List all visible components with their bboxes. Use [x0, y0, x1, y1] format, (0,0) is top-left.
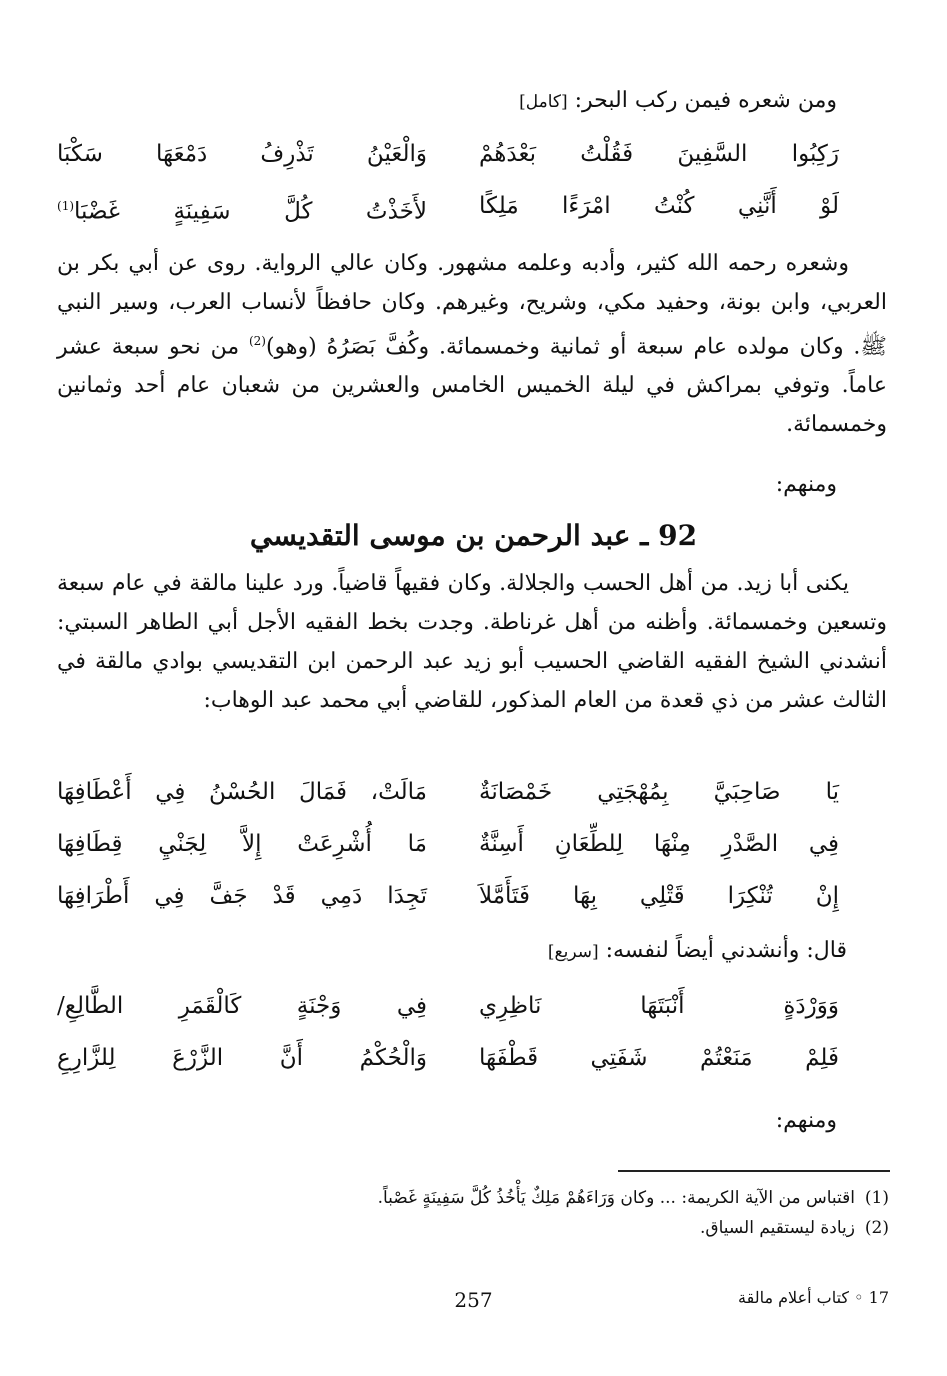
verse-second-hemistich [57, 184, 427, 234]
verse-second-hemistich: فِي وَجْنَةٍ كَالْقَمَرِ الطَّالِعِ/ [57, 993, 427, 1019]
poem-intro-2 [548, 936, 847, 967]
poem-sea [52, 132, 847, 236]
verse-first-hemistich: فِي الصَّدْرِ مِنْهَا لِلطِّعَانِ أَسِنَّةٌ [479, 831, 839, 857]
footnote-ref-1: (1) [57, 199, 75, 213]
footnote-number: (1) [864, 1188, 889, 1208]
biography-text-2: من نحو سبعة عشر عاماً. وتوفي بمراكش في ليلة الخميس الخامس والعشرين من شعبان عام أحد وثمانين وخمسمائة. [57, 334, 887, 438]
verse-first-hemistich: رَكِبُوا السَّفِينَ فَقُلْتُ بَعْدَهُمْ [479, 141, 839, 167]
verse [52, 770, 847, 822]
entry-paragraph [57, 564, 887, 720]
entry-text: يكنى أبا زيد. من أهل الحسب والجلالة. وكان فقيهاً قاضياً. ورد علينا مالقة في عام سبعة وتسعين وخمسمائة. وأظنه من أهل غرناطة. وجدت بخط الفقيه الأجل أبي الطاهر السبتي: أنشدني الشيخ الفقيه القاضي الحسيب أبو زيد عبد الرحمن ابن التقديسي بوادي مالقة في الثالث عشر من ذي قعدة من العام المذكور، للقاضي أبي محمد عبد الوهاب: [57, 571, 887, 713]
verse-second-hemistich: مَا أُشْرِعَتْ إِلاَّ لِجَنْيِ قِطَافِهَا [57, 831, 427, 857]
verse [52, 184, 847, 236]
footnote-ref-2: (2) [248, 334, 266, 348]
section-label: ومنهم: [775, 1108, 837, 1133]
footnote-item [49, 1183, 889, 1213]
verse [52, 984, 847, 1036]
verse [52, 874, 847, 926]
poem-intro [519, 86, 837, 117]
poem-intro-text: ومن شعره فيمن ركب البحر: [574, 88, 837, 113]
footnote-number: (2) [864, 1218, 889, 1238]
verse [52, 822, 847, 874]
meter-label: [كامل] [519, 92, 568, 112]
verse-second-hemistich: وَالْحُكْمُ أَنَّ الزَّرْعَ لِلزَّارِعِ [57, 1045, 427, 1071]
verse-second-hemistich: وَالْعَيْنُ تَذْرِفُ دَمْعَهَا سَكْبَا [57, 141, 427, 167]
footnote-text: زيادة ليستقيم السياق. [699, 1218, 855, 1238]
verse-second-hemistich: تَجِدَا دَمِي قَدْ جَفَّ فِي أَطْرَافِهَا [57, 883, 427, 909]
poem-rose [52, 984, 847, 1088]
footnote-item [49, 1213, 889, 1243]
verse [52, 1036, 847, 1088]
footnotes [49, 1183, 889, 1243]
poem-intro-text: قال: وأنشدني أيضاً لنفسه: [605, 938, 847, 963]
entry-heading: 92 ـ عبد الرحمن بن موسى التقديسي [249, 519, 698, 552]
verse-second-hemistich: مَالَتْ، فَمَالَ الحُسْنُ فِي أَعْطَافِهَا [57, 779, 427, 805]
meter-label: [سريع] [547, 942, 599, 962]
footnote-text: اقتباس من الآية الكريمة: ... وكان وَرَاءَهُمْ مَلِكٌ يَأْخُذُ كُلَّ سَفِينَةٍ غَصْباً. [377, 1188, 855, 1208]
verse-first-hemistich: يَا صَاحِبَيَّ بِمُهْجَتِي خَمْصَانَةٌ [479, 779, 839, 805]
verse-first-hemistich: لَوْ أَنَّنِي كُنْتُ امْرَءًا مَلِكًا [479, 193, 839, 219]
poem-ghazal [52, 770, 847, 926]
verse [52, 132, 847, 184]
biography-text-1: وشعره رحمه الله كثير، وأدبه وعلمه مشهور. وكان عالي الرواية. روى عن أبي بكر بن العربي، وابن بونة، وحفيد مكي، وشريح، وغيرهم. وكان حافظاً لأنساب العرب، وسير النبي ﷺ. وكان مولده عام سبعة أو ثمانية وخمسمائة. وكُفَّ بَصَرُهُ (وهو) [57, 251, 887, 360]
verse-first-hemistich: إِنْ تُنْكِرَا قَتْلِي بِهَا فَتَأَمَّلاَ [479, 883, 839, 909]
footnote-divider [618, 1170, 890, 1172]
book-reference: 17 ◦ كتاب أعلام مالقة [738, 1288, 889, 1307]
page-number: 257 [454, 1288, 493, 1312]
hemistich-text: لأَخَذْتُ كُلَّ سَفِينَةٍ غَضْبَا [74, 198, 427, 225]
section-label: ومنهم: [775, 472, 837, 497]
verse-first-hemistich: وَوَرْدَةٍ أَنْبَتَهَا نَاظِرِي [479, 993, 839, 1019]
biography-paragraph [57, 244, 887, 444]
verse-first-hemistich: فَلِمْ مَنَعْتُمْ شَفَتِي قَطْفَهَا [479, 1045, 839, 1071]
